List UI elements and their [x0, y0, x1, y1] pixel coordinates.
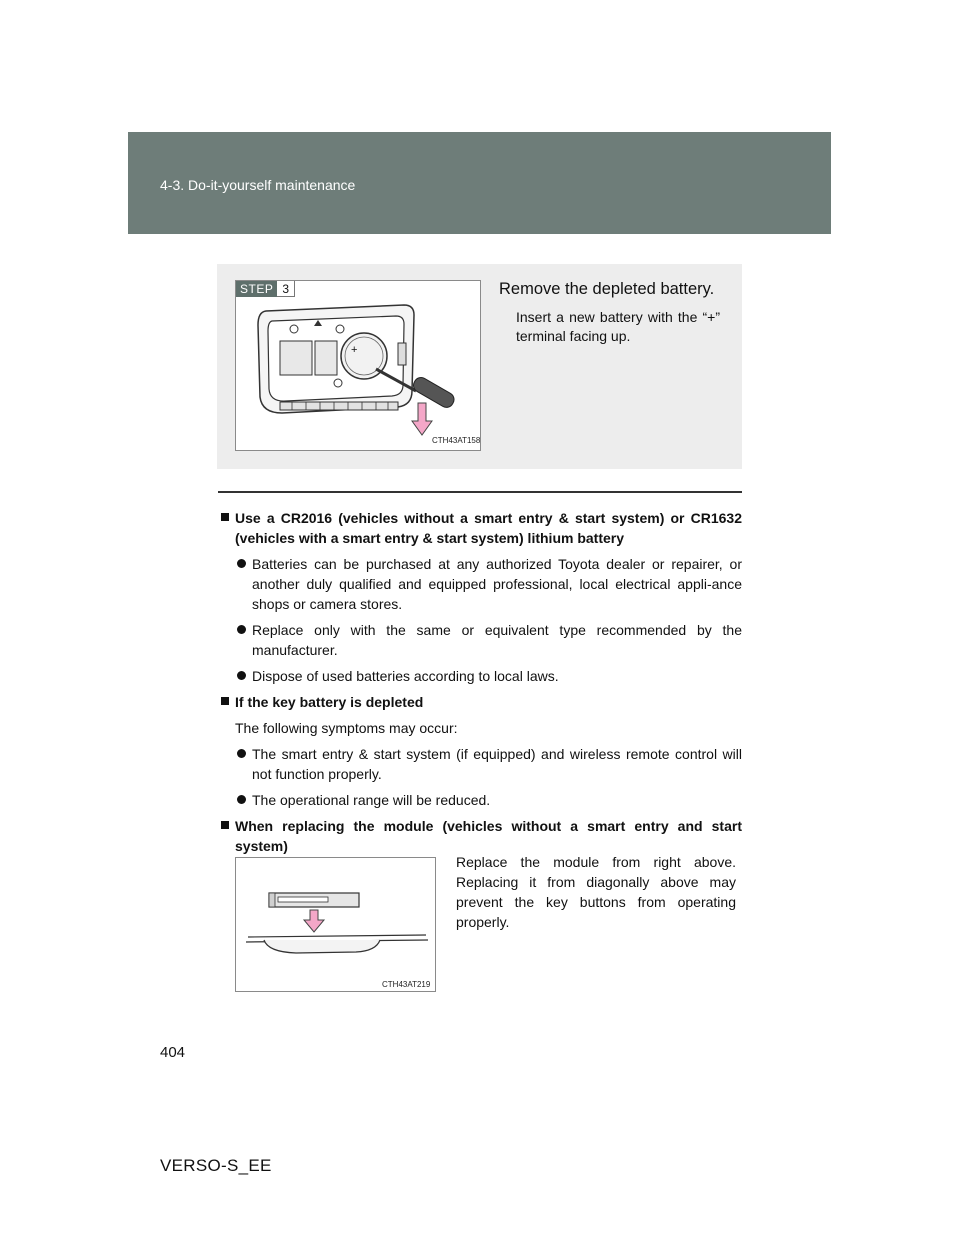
battery-removal-illustration [235, 280, 481, 451]
bullet-item: Batteries can be purchased at any authorized Toyota dealer or repairer, or another duly qualified and equipped professional, local electrical appli-ance shops or camera stores. [218, 554, 742, 614]
module-drawing [236, 858, 435, 991]
bullet-item: The smart entry & start system (if equipped) and wireless remote control will not function properly. [218, 744, 742, 784]
bullet-item: Replace only with the same or equivalent type recommended by the manufacturer. [218, 620, 742, 660]
module-instruction: Replace the module from right above. Replacing it from diagonally above may prevent the key buttons from operating properly. [456, 854, 736, 930]
module-replacement-illustration [235, 857, 436, 992]
step-badge-label: STEP [236, 281, 277, 297]
section-intro: The following symptoms may occur: [235, 720, 458, 736]
divider-rule [218, 491, 742, 493]
step-title: Remove the depleted battery. [499, 280, 715, 298]
section-title: 4-3. Do-it-yourself maintenance [160, 177, 356, 193]
figure-code: CTH43AT158 [432, 436, 481, 445]
section-heading-battery-type: Use a CR2016 (vehicles without a smart entry & start system) or CR1632 (vehicles with a smart entry & start system) lithium battery [218, 508, 742, 548]
bullet-item: Dispose of used batteries according to local laws. [218, 666, 742, 686]
section-heading-module: When replacing the module (vehicles without a smart entry and start system) [218, 816, 742, 856]
step-description: Insert a new battery with the “+” terminal facing up. [516, 309, 720, 344]
section-heading-depleted: If the key battery is depleted [218, 692, 742, 712]
bullet-item: The operational range will be reduced. [218, 790, 742, 810]
page-number: 404 [160, 1044, 186, 1061]
notes-content [218, 508, 742, 862]
key-battery-drawing [236, 281, 480, 450]
svg-text:+: + [351, 344, 358, 356]
step-panel [217, 264, 742, 469]
step-badge-number: 3 [277, 281, 295, 297]
figure-code: CTH43AT219 [382, 980, 431, 989]
header-band [128, 132, 831, 234]
footer-code: VERSO-S_EE [160, 1156, 272, 1175]
